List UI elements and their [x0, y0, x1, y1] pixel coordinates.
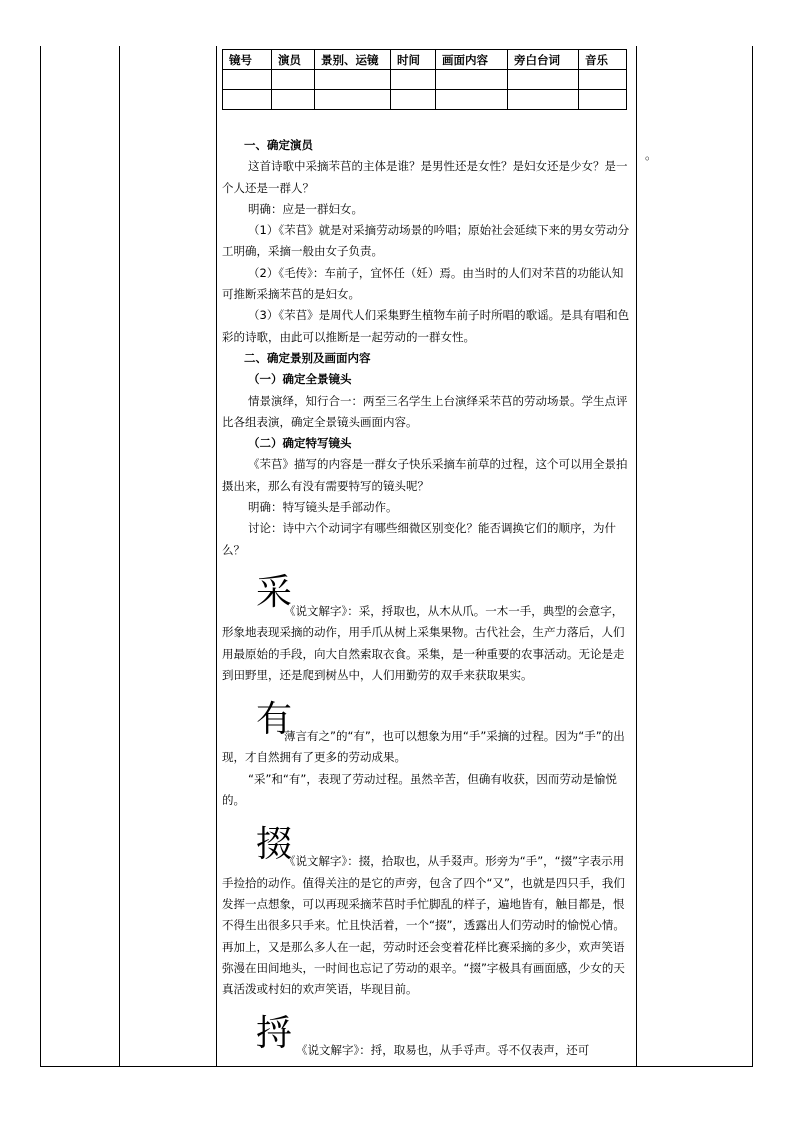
section-heading-actors: 一、确定演员 — [244, 138, 313, 152]
header-shot-number: 镜号 — [223, 50, 272, 70]
table-row — [223, 90, 627, 110]
gloss-luo — [222, 1014, 632, 1061]
table-cell — [391, 90, 436, 110]
table-cell — [223, 90, 272, 110]
paragraph: 《说文解字》：捋，取易也，从手寽声。寽不仅表声，还可 — [296, 1043, 590, 1058]
table-border-bottom — [40, 1066, 753, 1067]
table-cell — [272, 70, 315, 90]
table-cell — [223, 70, 272, 90]
header-scale-camera: 景别、运镜 — [315, 50, 391, 70]
table-column-divider-1 — [119, 46, 120, 1066]
seal-script-you: 有 — [256, 699, 293, 741]
gloss-cai — [222, 573, 632, 686]
table-column-divider-2 — [216, 46, 217, 1066]
table-cell — [315, 90, 391, 110]
seal-script-cai: 采 — [256, 571, 293, 613]
paragraph: 《芣苢》描写的内容是一群女子快乐采摘车前草的过程，这个可以用全景拍摄出来，那么有没有需要特写的镜头呢？ — [222, 457, 628, 493]
seal-script-duo: 掇 — [256, 824, 293, 866]
table-cell — [272, 90, 315, 110]
shot-table — [222, 49, 627, 110]
subheading-wide-shot: （一）确定全景镜头 — [248, 372, 352, 387]
paragraph: 《说文解字》：采，捋取也，从木从爪。一木一手，典型的会意字，形象地表现采摘的动作，用手爪从树上采集果物。古代社会，生产力落后，人们用最原始的手段，向大自然索取衣食。采集，是一种重要的农事活动。无论是走到田野里，还是爬到树丛中，人们用勤劳的双手来获取果实。 — [222, 603, 625, 682]
paragraph: 这首诗歌中采摘芣苢的主体是谁？是男性还是女性？是妇女还是少女？是一个人还是一群人？ — [222, 159, 628, 195]
table-cell — [508, 90, 579, 110]
header-time: 时间 — [391, 50, 436, 70]
gloss-duo — [222, 825, 632, 1000]
table-row — [223, 70, 627, 90]
paragraph: 薄言有之”的“有”，也可以想象为用“手”采摘的过程。因为“手”的出现，才自然拥有了更多的劳动成果。 — [222, 729, 625, 765]
section-heading-shots: 二、确定景别及画面内容 — [244, 350, 371, 365]
table-cell — [436, 90, 508, 110]
table-border-left — [40, 46, 41, 1066]
table-column-divider-3 — [636, 46, 637, 1066]
paragraph: （1）《芣苢》就是对采摘劳动场景的吟唱；原始社会延续下来的男女劳动分工明确，采摘一般由女子负责。 — [222, 223, 630, 259]
paragraph: 明确：特写镜头是手部动作。 — [248, 500, 398, 515]
table-cell — [579, 90, 627, 110]
seal-script-luo: 捋 — [256, 1013, 293, 1055]
paragraph: “采”和“有”，表现了劳动过程。虽然辛苦，但确有收获，因而劳动是愉悦的。 — [222, 771, 617, 808]
subheading-closeup: （二）确定特写镜头 — [248, 436, 352, 451]
paragraph: 《说文解字》：掇，拾取也，从手叕声。形旁为“手”，“掇”字表示用手捡拾的动作。值得关注的是它的声旁，包含了四个“又”，也就是四只手，我们发挥一点想象，可以再现采摘芣苢时手忙脚乱的样子，遍地皆有，触目都是，恨不得生出很多只手来。忙且快活着，一个“掇”，透露出人们劳动时的愉悦心情。再加上，又是那么多人在一起，劳动时还会变着花样比赛采摘的多少，欢声笑语弥漫在田间地头，一时间也忘记了劳动的艰辛。“掇”字极具有画面感，少女的天真活泼或村妇的欢声笑语，毕现目前。 — [222, 854, 625, 997]
table-border-right — [752, 46, 753, 1066]
table-cell — [436, 70, 508, 90]
lesson-content — [222, 135, 632, 1062]
paragraph: 明确：应是一群妇女。 — [248, 201, 363, 216]
paragraph: 情景演绎，知行合一：两至三名学生上台演绎采芣苢的劳动场景。学生点评比各组表演，确定全景镜头画面内容。 — [222, 393, 628, 429]
table-cell — [391, 70, 436, 90]
header-frame-content: 画面内容 — [436, 50, 508, 70]
paragraph: 讨论：诗中六个动词字有哪些细微区别变化？能否调换它们的顺序，为什么？ — [222, 521, 616, 557]
table-cell — [508, 70, 579, 90]
paragraph: （2）《毛传》：车前子，宜怀任（妊）焉。由当时的人们对芣苢的功能认知可推断采摘芣苢的是妇女。 — [222, 265, 624, 302]
shot-table-header-row — [223, 50, 627, 70]
side-note: 。 — [645, 148, 658, 162]
table-cell — [315, 70, 391, 90]
table-cell — [579, 70, 627, 90]
header-actor: 演员 — [272, 50, 315, 70]
paragraph: （3）《芣苢》是周代人们采集野生植物车前子时所唱的歌谣。是具有唱和色彩的诗歌，由此可以推断是一起劳动的一群女性。 — [222, 308, 630, 344]
gloss-you — [222, 700, 632, 769]
header-narration: 旁白台词 — [508, 50, 579, 70]
header-music: 音乐 — [579, 50, 627, 70]
